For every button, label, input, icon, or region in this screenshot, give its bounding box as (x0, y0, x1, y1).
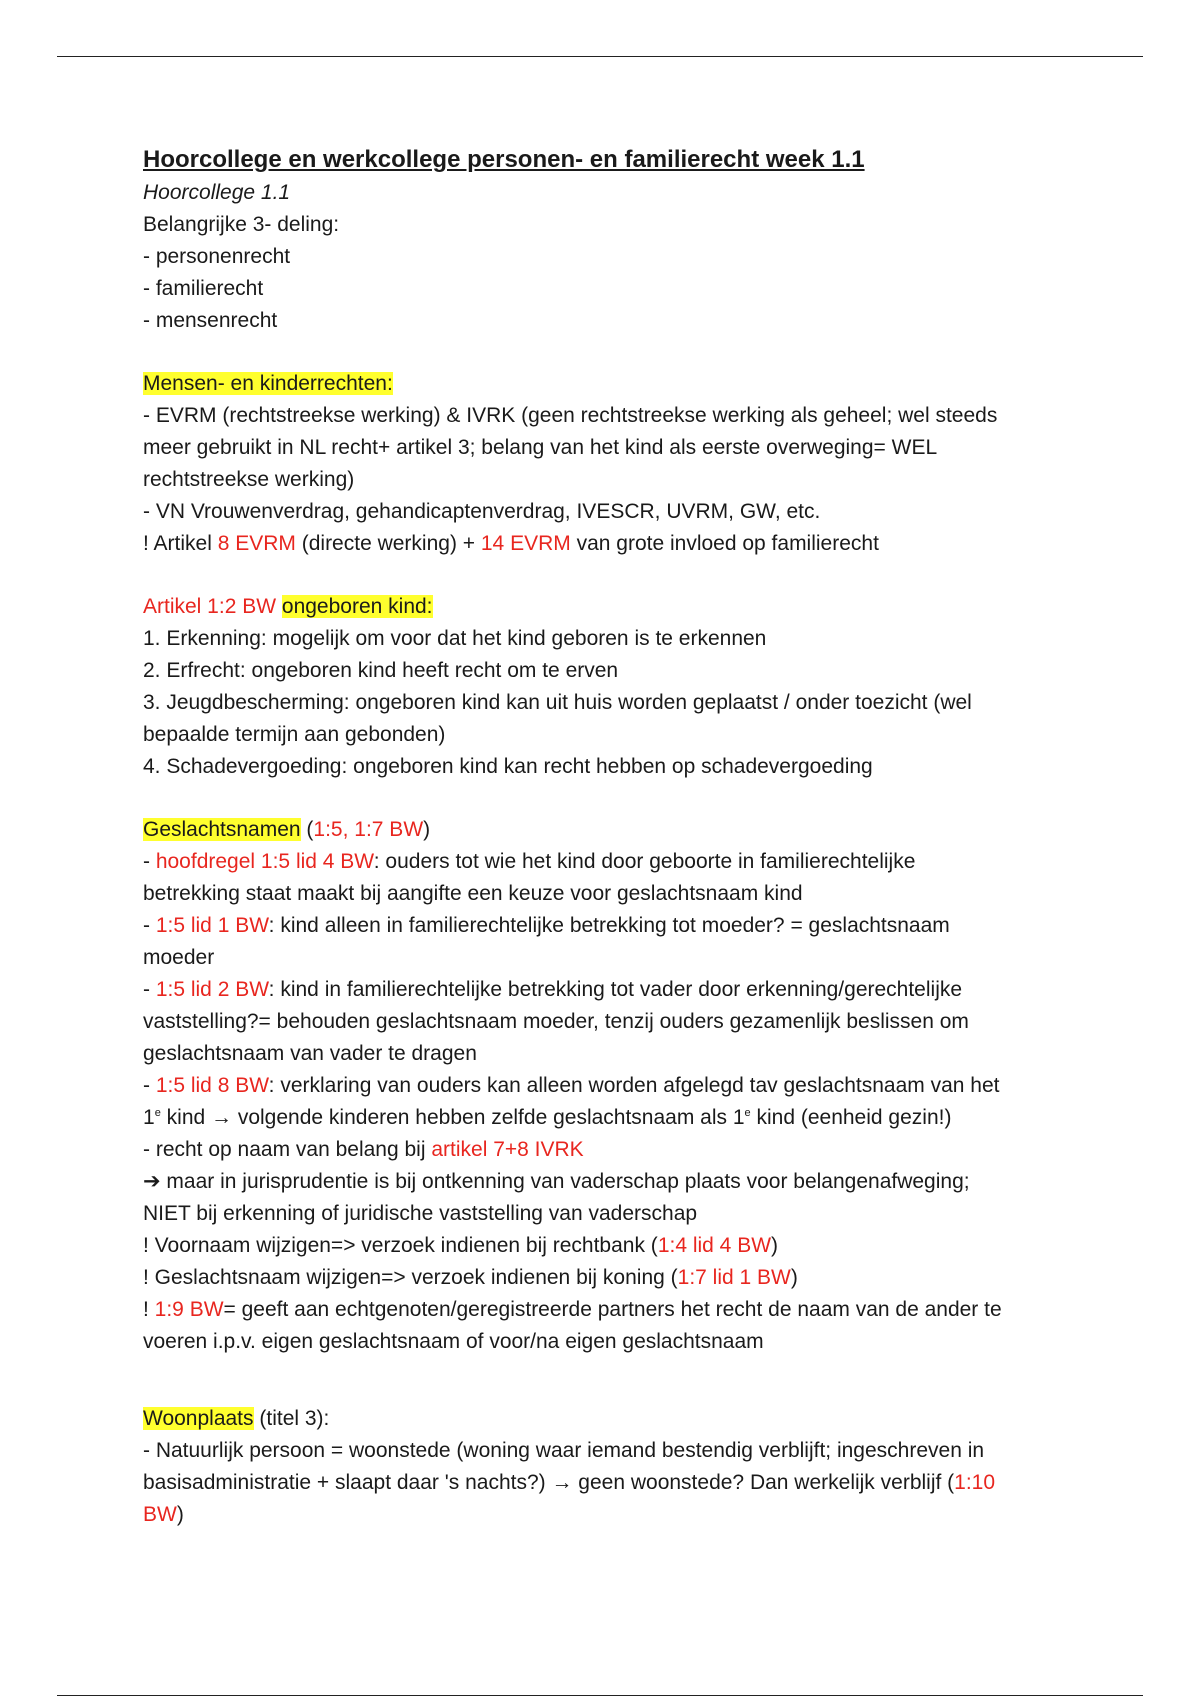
paragraph-line: meer gebruikt in NL recht+ artikel 3; belang van het kind als eerste overweging= WEL (143, 436, 938, 459)
text-span: van grote invloed op familierecht (570, 532, 879, 555)
document-title: Hoorcollege en werkcollege personen- en familierecht week 1.1 (143, 146, 865, 173)
text-span: ) (423, 818, 431, 841)
text-span: - (143, 850, 156, 873)
bottom-rule (57, 1695, 1143, 1696)
paragraph-line: - EVRM (rechtstreekse werking) & IVRK (geen rechtstreekse werking als geheel; wel steeds (143, 404, 998, 427)
text-span: - (143, 978, 156, 1001)
list-item: - personenrecht (143, 245, 291, 268)
law-reference: artikel 7+8 IVRK (431, 1138, 584, 1161)
paragraph-line (143, 1230, 1083, 1262)
section-mensen-heading (143, 368, 1083, 400)
paragraph-line (143, 1262, 1083, 1294)
superscript: e (154, 1107, 161, 1119)
law-reference: 1:9 BW (154, 1298, 224, 1321)
text-span: : kind alleen in familierechtelijke betrekking tot moeder? = geslachtsnaam (268, 914, 950, 937)
text-span: ! Geslachtsnaam wijzigen=> verzoek indienen bij koning ( (143, 1266, 678, 1289)
intro-heading: Belangrijke 3- deling: (143, 213, 340, 236)
list-item: 3. Jeugdbescherming: ongeboren kind kan uit huis worden geplaatst / onder toezicht (wel (143, 691, 972, 714)
law-reference: 1:4 lid 4 BW (657, 1234, 772, 1257)
text-span: : kind in familierechtelijke betrekking tot vader door erkenning/gerechtelijke (268, 978, 963, 1001)
paragraph-line (143, 974, 1083, 1006)
law-reference: hoofdregel 1:5 lid 4 BW (155, 850, 374, 873)
paragraph-line: vaststelling?= behouden geslachtsnaam moeder, tenzij ouders gezamenlijk beslissen om (143, 1010, 969, 1033)
document-page (143, 143, 1083, 1531)
text-span: - recht op naam van belang bij (143, 1138, 432, 1161)
section-woonplaats-heading (143, 1403, 1083, 1435)
text-span: (titel 3): (253, 1407, 330, 1430)
law-reference: 8 EVRM (217, 532, 296, 555)
paragraph-line: geslachtsnaam van vader te dragen (143, 1042, 477, 1065)
text-span: - (143, 1074, 156, 1097)
paragraph-line: betrekking staat maakt bij aangifte een keuze voor geslachtsnaam kind (143, 882, 803, 905)
paragraph-line (143, 1499, 1083, 1531)
text-span: kind → volgende kinderen hebben zelfde geslachtsnaam als 1 (160, 1106, 745, 1129)
text-span: : verklaring van ouders kan alleen worden afgelegd tav geslachtsnaam van het (268, 1074, 1000, 1097)
law-reference: 1:5 lid 2 BW (155, 978, 269, 1001)
paragraph-line (143, 528, 1083, 560)
paragraph-line: moeder (143, 946, 215, 969)
paragraph-line: - VN Vrouwenverdrag, gehandicaptenverdrag, IVESCR, UVRM, GW, etc. (143, 500, 821, 523)
list-item: - mensenrecht (143, 309, 278, 332)
law-reference: 1:7 lid 1 BW (677, 1266, 791, 1289)
paragraph-line: - Natuurlijk persoon = woonstede (woning waar iemand bestendig verblijft; ingeschreven in (143, 1439, 985, 1462)
paragraph-line: ➔ maar in jurisprudentie is bij ontkenning van vaderschap plaats voor belangenafweging; (143, 1170, 970, 1193)
paragraph-line: NIET bij erkenning of juridische vaststelling van vaderschap (143, 1202, 698, 1225)
text-span: ) (771, 1234, 779, 1257)
paragraph-line (143, 1070, 1083, 1102)
paragraph-line (143, 1134, 1083, 1166)
list-item: 1. Erkenning: mogelijk om voor dat het kind geboren is te erkennen (143, 627, 767, 650)
text-span: ) (790, 1266, 798, 1289)
text-span: kind (eenheid gezin!) (750, 1106, 952, 1129)
law-reference: BW (143, 1503, 177, 1526)
top-rule (57, 56, 1143, 57)
highlight-heading: Woonplaats (143, 1407, 254, 1430)
highlight-heading: Geslachtsnamen (143, 818, 301, 841)
paragraph-line: voeren i.p.v. eigen geslachtsnaam of voor/na eigen geslachtsnaam (143, 1330, 764, 1353)
law-reference: 1:5, 1:7 BW (313, 818, 424, 841)
highlight-heading: Mensen- en kinderrechten: (143, 372, 393, 395)
paragraph-line (143, 1467, 1083, 1499)
text-span: - (143, 914, 156, 937)
law-reference: Artikel 1:2 BW (143, 595, 277, 618)
text-span: 1 (143, 1106, 155, 1129)
law-reference: 1:5 lid 8 BW (155, 1074, 269, 1097)
list-item: bepaalde termijn aan gebonden) (143, 723, 446, 746)
list-item: 4. Schadevergoeding: ongeboren kind kan recht hebben op schadevergoeding (143, 755, 873, 778)
paragraph-line (143, 1294, 1083, 1326)
document-subtitle: Hoorcollege 1.1 (143, 181, 291, 204)
paragraph-line: rechtstreekse werking) (143, 468, 355, 491)
text-span: = geeft aan echtgenoten/geregistreerde partners het recht de naam van de ander te (223, 1298, 1002, 1321)
text-span: ( (300, 818, 314, 841)
text-span: ! Artikel (143, 532, 218, 555)
law-reference: 14 EVRM (480, 532, 571, 555)
paragraph-line (143, 846, 1083, 878)
text-span: ! Voornaam wijzigen=> verzoek indienen bij rechtbank ( (143, 1234, 658, 1257)
text-span: ! (143, 1298, 155, 1321)
paragraph-line (143, 1102, 1083, 1134)
text-span: basisadministratie + slaapt daar 's nachts?) → geen woonstede? Dan werkelijk verblijf ( (143, 1471, 955, 1494)
paragraph-line (143, 910, 1083, 942)
list-item: 2. Erfrecht: ongeboren kind heeft recht om te erven (143, 659, 619, 682)
law-reference: 1:5 lid 1 BW (155, 914, 269, 937)
text-span: ) (176, 1503, 184, 1526)
section-ongeboren-heading (143, 591, 1083, 623)
text-span: : ouders tot wie het kind door geboorte in familierechtelijke (373, 850, 916, 873)
law-reference: 1:10 (954, 1471, 996, 1494)
highlight-heading: ongeboren kind: (281, 595, 433, 618)
section-namen-heading (143, 814, 1083, 846)
list-item: - familierecht (143, 277, 264, 300)
superscript: e (744, 1107, 751, 1119)
text-span: (directe werking) + (295, 532, 481, 555)
